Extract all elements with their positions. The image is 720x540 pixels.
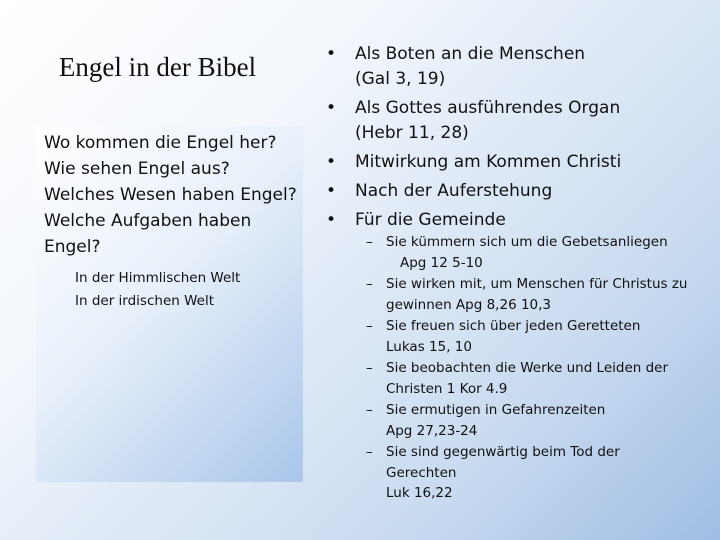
question-text: Wie sehen Engel aus?	[44, 159, 230, 179]
slide-title: Engel in der Bibel	[58, 52, 257, 82]
bullet-icon: •	[326, 44, 337, 64]
dash-icon: –	[366, 276, 373, 292]
dash-ref: Apg 27,23-24	[386, 422, 478, 439]
dash-text: Sie wirken mit, um Menschen für Christus zu	[386, 276, 688, 292]
bullet-item	[322, 179, 712, 204]
bullet-icon: •	[326, 210, 337, 230]
question-text: Welche Aufgaben haben	[44, 211, 252, 231]
bullet-text: Nach der Auferstehung	[355, 181, 553, 201]
dash-item	[362, 232, 714, 273]
dash-text: Sie ermutigen in Gefahrenzeiten	[386, 402, 606, 418]
dash-item	[362, 358, 714, 399]
bullet-item	[322, 150, 712, 175]
bullet-text: Als Gottes ausführendes Organ	[355, 98, 621, 118]
sub-item: In der irdischen Welt	[75, 293, 215, 309]
bullet-item	[322, 42, 712, 92]
dash-item	[362, 442, 714, 504]
dash-item	[362, 316, 714, 357]
question-text: Wo kommen die Engel her?	[44, 133, 277, 153]
dash-ref: Apg 12 5-10	[400, 254, 483, 271]
dash-text: Sie freuen sich über jeden Geretteten	[386, 318, 641, 334]
bullet-item	[322, 208, 712, 233]
bullet-icon: •	[326, 98, 337, 118]
dash-icon: –	[366, 234, 373, 250]
bullet-ref: (Gal 3, 19)	[355, 69, 446, 89]
bullet-list	[322, 42, 712, 237]
sub-list	[44, 267, 303, 313]
bullet-ref: (Hebr 11, 28)	[355, 123, 469, 143]
bullet-text: Als Boten an die Menschen	[355, 44, 586, 64]
dash-item	[362, 274, 714, 315]
dash-ref: Luk 16,22	[386, 485, 453, 501]
dash-item	[362, 400, 714, 441]
dash-text: Sie beobachten die Werke und Leiden der	[386, 360, 669, 376]
questions-box	[36, 126, 303, 482]
bullet-icon: •	[326, 152, 337, 172]
dash-icon: –	[366, 360, 373, 376]
dash-text: Gerechten	[386, 464, 457, 481]
dash-icon: –	[366, 318, 373, 334]
question-text: Welches Wesen haben Engel?	[44, 185, 297, 205]
dash-list	[362, 232, 714, 505]
bullet-icon: •	[326, 181, 337, 201]
dash-ref: gewinnen Apg 8,26 10,3	[386, 296, 552, 313]
bullet-text: Mitwirkung am Kommen Christi	[355, 152, 622, 172]
sub-item: In der Himmlischen Welt	[75, 270, 241, 286]
dash-icon: –	[366, 444, 373, 460]
bullet-text: Für die Gemeinde	[355, 210, 506, 230]
dash-text: Sie sind gegenwärtig beim Tod der	[386, 444, 620, 460]
dash-text: Sie kümmern sich um die Gebetsanliegen	[386, 234, 668, 250]
dash-ref: Christen 1 Kor 4.9	[386, 380, 508, 397]
dash-icon: –	[366, 402, 373, 418]
bullet-item	[322, 96, 712, 146]
dash-ref: Lukas 15, 10	[386, 338, 472, 355]
question-text: Engel?	[44, 237, 101, 257]
